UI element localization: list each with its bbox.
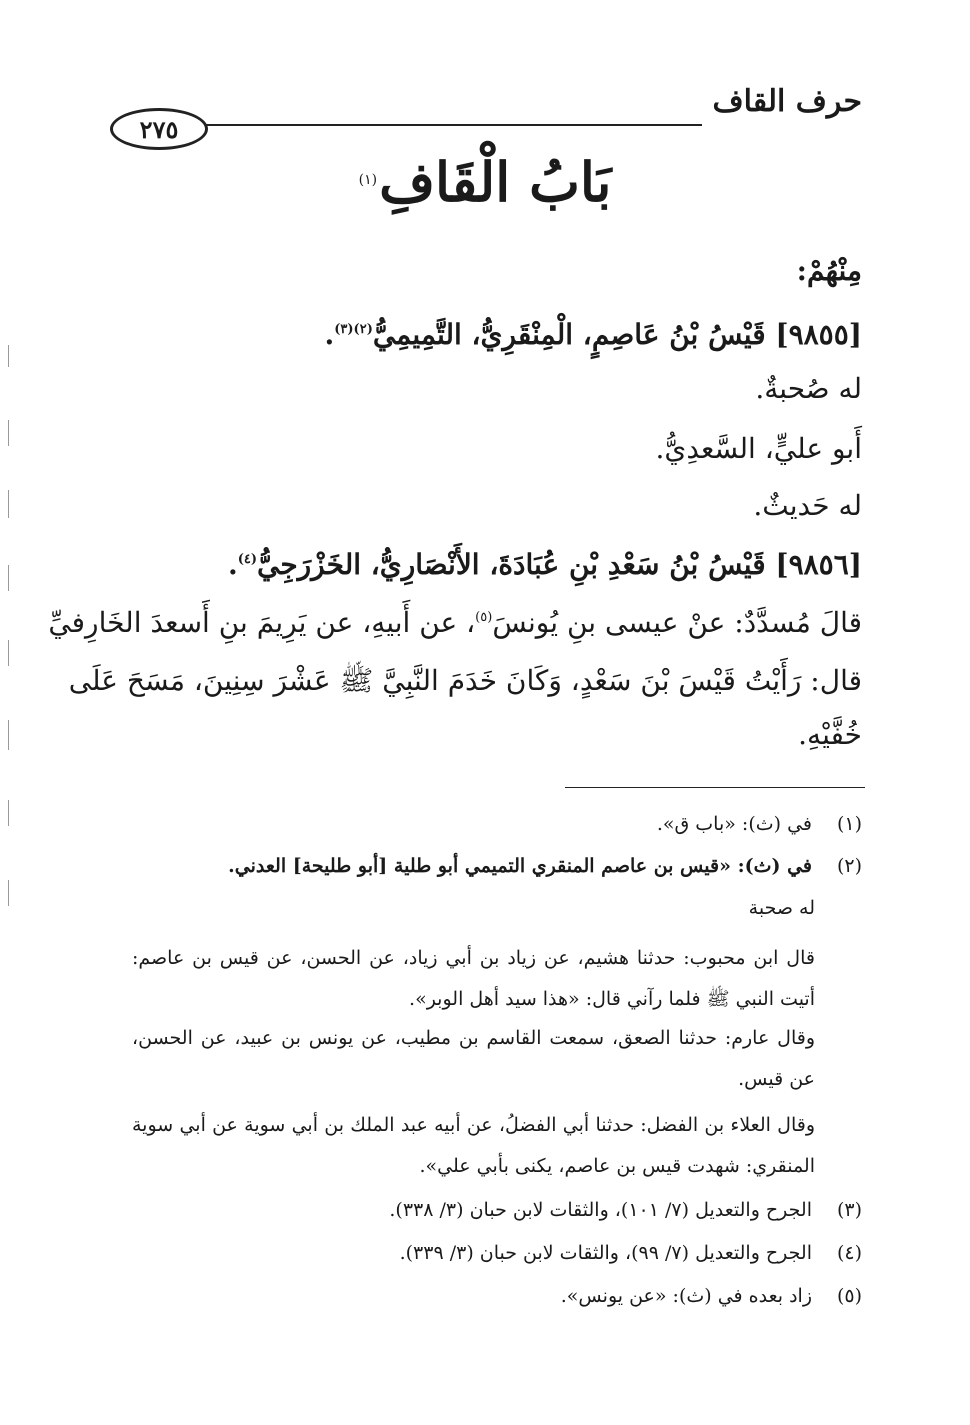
entry-9856-refs: (٤) <box>237 552 257 567</box>
page-number-frame <box>110 108 208 150</box>
footnote-2-line-6: عن قيس. <box>738 1068 815 1090</box>
scan-mark <box>8 640 9 666</box>
footnote-2 <box>228 855 862 877</box>
paragraph-line-2: قال: رَأَيْتُ قَيْسَ بْنَ سَعْدٍ، وَكَانَ خَدَمَ النَّبِيَّ ﷺ عَشْرَ سِنِينَ، مَسَحَ عَلَى <box>68 664 862 697</box>
scan-mark <box>8 720 9 750</box>
footnote-5 <box>561 1285 862 1307</box>
footnote-3 <box>389 1199 862 1221</box>
scan-mark <box>8 345 9 367</box>
footnote-1 <box>657 813 862 835</box>
footnote-2-line-4: أتيت النبي ﷺ فلما رآني قال: «هذا سيد أهل الوبر». <box>409 988 815 1010</box>
footnote-5-text: زاد بعده في (ث): «عن يونس». <box>560 1285 812 1307</box>
footnote-3-text: الجرح والتعديل (٧/ ١٠١)، والثقات لابن حبان (٣/ ٣٣٨). <box>389 1199 812 1221</box>
para-1-b: ، عن أَبيهِ، عن يَرِيمَ بنِ أَسعدَ الخَارِفيِّ <box>48 606 476 639</box>
entry-9856 <box>228 548 862 581</box>
entry-9855-text: [٩٨٥٥] قَيْسُ بْنُ عَاصِمٍ، الْمِنْقَرِيُّ، التَّمِيمِيُّ <box>372 318 862 351</box>
paragraph-line-1 <box>48 606 862 639</box>
entry-9856-text: [٩٨٥٦] قَيْسُ بْنُ سَعْدِ بْنِ عُبَادَةَ، الأَنْصَارِيُّ، الخَزْرَجِيُّ <box>257 548 862 581</box>
footnote-1-num: (١) <box>836 813 862 835</box>
entry-9855-tail: . <box>324 318 335 351</box>
para-1-a: قالَ مُسدَّدٌ: عنْ عيسى بنِ يُونسَ <box>492 606 862 639</box>
chapter-note-ref: (١) <box>358 172 378 188</box>
entry-9856-tail: . <box>227 548 238 581</box>
scan-mark <box>8 800 9 826</box>
scan-mark <box>8 880 9 906</box>
footnote-4-text: الجرح والتعديل (٧/ ٩٩)، والثقات لابن حبان (٣/ ٣٣٩). <box>399 1242 812 1264</box>
paragraph-line-3: خُفَّيْهِ. <box>798 718 862 751</box>
line-suhba: له صُحبةٌ. <box>755 372 862 405</box>
footnote-3-num: (٣) <box>836 1199 862 1221</box>
entry-9855-refs: (٢)(٣) <box>334 322 373 337</box>
footnote-4-num: (٤) <box>836 1242 862 1264</box>
footnote-rule <box>565 787 865 788</box>
scan-mark <box>8 565 9 591</box>
line-abu-ali: أَبو عليٍّ، السَّعدِيُّ. <box>655 432 862 465</box>
footnote-2-line-7: وقال العلاء بن الفضل: حدثنا أبي الفضلُ، عن أبيه عبد الملك بن أبي سوية عن أبي سوية <box>132 1114 815 1136</box>
running-title: حرف القاف <box>712 84 862 119</box>
chapter-title-text: بَابُ الْقَافِ <box>379 150 612 214</box>
page-number: ٢٧٥ <box>139 114 179 144</box>
scan-mark <box>8 490 9 518</box>
minhum-label: مِنْهُمْ: <box>796 254 862 287</box>
footnote-2-line-3: قال ابن محبوب: حدثنا هشيم، عن زياد بن أبي زياد، عن الحسن، عن قيس بن عاصم: <box>132 947 815 969</box>
header-rule <box>205 124 702 126</box>
chapter-title <box>0 150 970 214</box>
footnote-2-text: في (ث): «قيس بن عاصم المنقري التميمي أبو طلية [أبو طليحة] العدني. <box>228 855 812 877</box>
para-1-ref: (٥) <box>475 610 493 625</box>
line-hadith: له حَديثٌ. <box>753 489 862 522</box>
footnote-2-num: (٢) <box>836 855 862 877</box>
footnote-2-line-8: المنقري: شهدت قيس بن عاصم، يكنى بأبي علي». <box>419 1155 815 1177</box>
footnote-4 <box>400 1242 862 1264</box>
footnote-5-num: (٥) <box>836 1285 862 1307</box>
entry-9855 <box>325 318 863 351</box>
footnote-2-line-5: وقال عارم: حدثنا الصعق، سمعت القاسم بن مطيب، عن يونس بن عبيد، عن الحسن، <box>132 1027 815 1049</box>
scan-mark <box>8 420 9 446</box>
footnote-2-line-2: له صحبة <box>748 897 815 919</box>
footnote-1-text: في (ث): «باب ق». <box>656 813 812 835</box>
